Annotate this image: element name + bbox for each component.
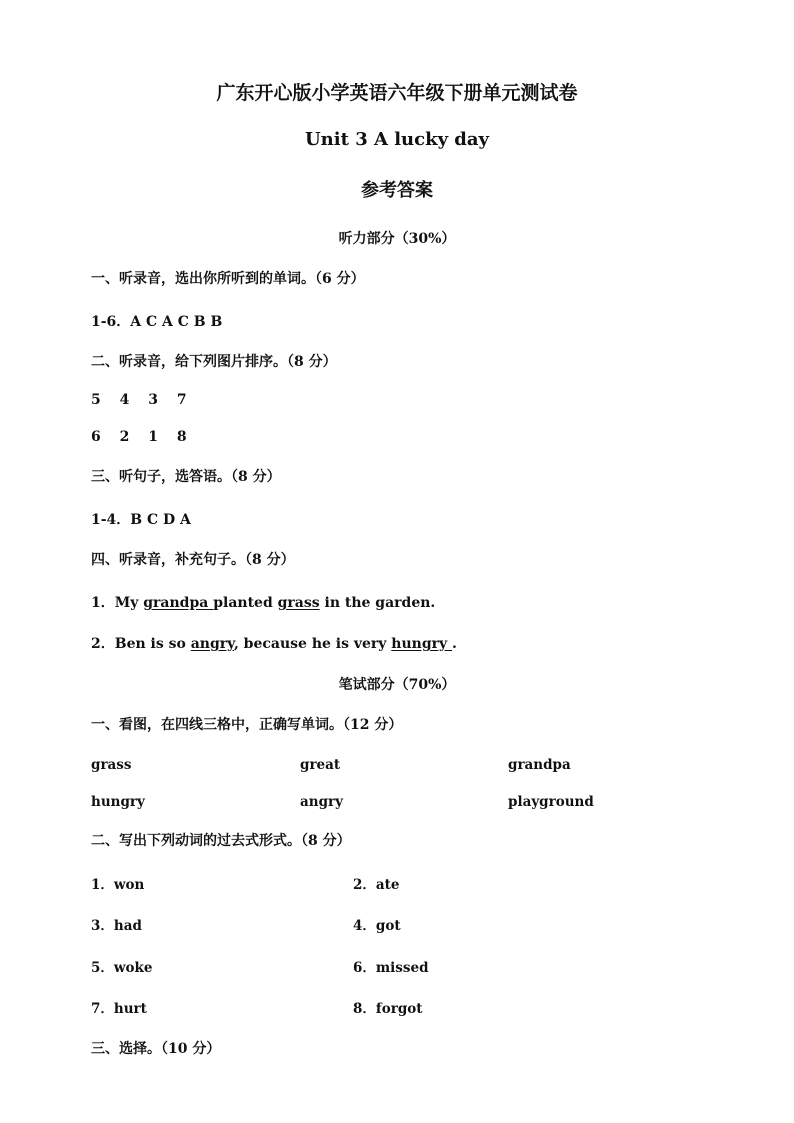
verb-answer: 4．got <box>353 918 401 934</box>
word-answer: grass <box>91 757 132 773</box>
order-number: 7 <box>176 392 187 408</box>
order-number: 6 <box>91 429 101 445</box>
verb-answer: 1．won <box>91 877 145 893</box>
item-number: 1． <box>91 595 115 611</box>
listening-q3-heading: 三、听句子，选答语。（8 分） <box>91 469 281 485</box>
listening-q4-sentence-1 <box>91 592 435 612</box>
filled-blank: angry <box>190 636 234 652</box>
sentence-text: planted <box>213 595 278 611</box>
sentence-text: My <box>114 595 144 611</box>
answer-key-heading: 参考答案 <box>361 180 433 201</box>
verb-answer: 7．hurt <box>91 1001 147 1017</box>
order-number: 1 <box>148 429 158 445</box>
filled-blank: grass <box>277 595 320 611</box>
unit-title: Unit 3 A lucky day <box>304 129 490 150</box>
word-answer: grandpa <box>508 757 571 773</box>
listening-q1-heading: 一、听录音，选出你所听到的单词。（6 分） <box>91 271 365 287</box>
item-number: 2． <box>91 636 115 652</box>
listening-q4-sentence-2 <box>91 633 457 653</box>
word-answer: playground <box>508 794 594 810</box>
writing-q2-heading: 二、写出下列动词的过去式形式。（8 分） <box>91 833 351 849</box>
order-number: 3 <box>148 392 158 408</box>
writing-q3-heading: 三、选择。（10 分） <box>91 1041 221 1057</box>
order-number: 2 <box>119 429 130 445</box>
listening-q1-answer: 1-6．A C A C B B <box>91 314 223 330</box>
writing-part-heading: 笔试部分（70%） <box>338 677 456 693</box>
verb-answer: 8．forgot <box>353 1001 423 1017</box>
word-answer: angry <box>300 794 343 810</box>
listening-q2-row2 <box>91 429 187 445</box>
sentence-text: Ben is so <box>114 636 191 652</box>
verb-answer: 6．missed <box>353 960 429 976</box>
order-number: 8 <box>176 429 187 445</box>
listening-q4-heading: 四、听录音，补充句子。（8 分） <box>91 552 295 568</box>
filled-blank: hungry <box>391 636 452 652</box>
listening-q3-answer: 1-4．B C D A <box>91 512 191 528</box>
order-number: 5 <box>91 392 101 408</box>
writing-q1-heading: 一、看图，在四线三格中，正确写单词。（12 分） <box>91 717 403 733</box>
sentence-text: . <box>452 636 457 652</box>
listening-q2-heading: 二、听录音，给下列图片排序。（8 分） <box>91 354 337 370</box>
document-title: 广东开心版小学英语六年级下册单元测试卷 <box>216 82 578 104</box>
listening-q2-row1 <box>91 392 187 408</box>
verb-answer: 5．woke <box>91 960 153 976</box>
sentence-text: in the garden. <box>319 595 436 611</box>
listening-part-heading: 听力部分（30%） <box>338 231 456 247</box>
order-number: 4 <box>119 392 130 408</box>
word-answer: great <box>300 757 341 773</box>
verb-answer: 2．ate <box>353 877 400 893</box>
verb-answer: 3．had <box>91 918 142 934</box>
sentence-text: , because he is very <box>233 636 392 652</box>
filled-blank: grandpa <box>143 595 214 611</box>
word-answer: hungry <box>91 794 145 810</box>
